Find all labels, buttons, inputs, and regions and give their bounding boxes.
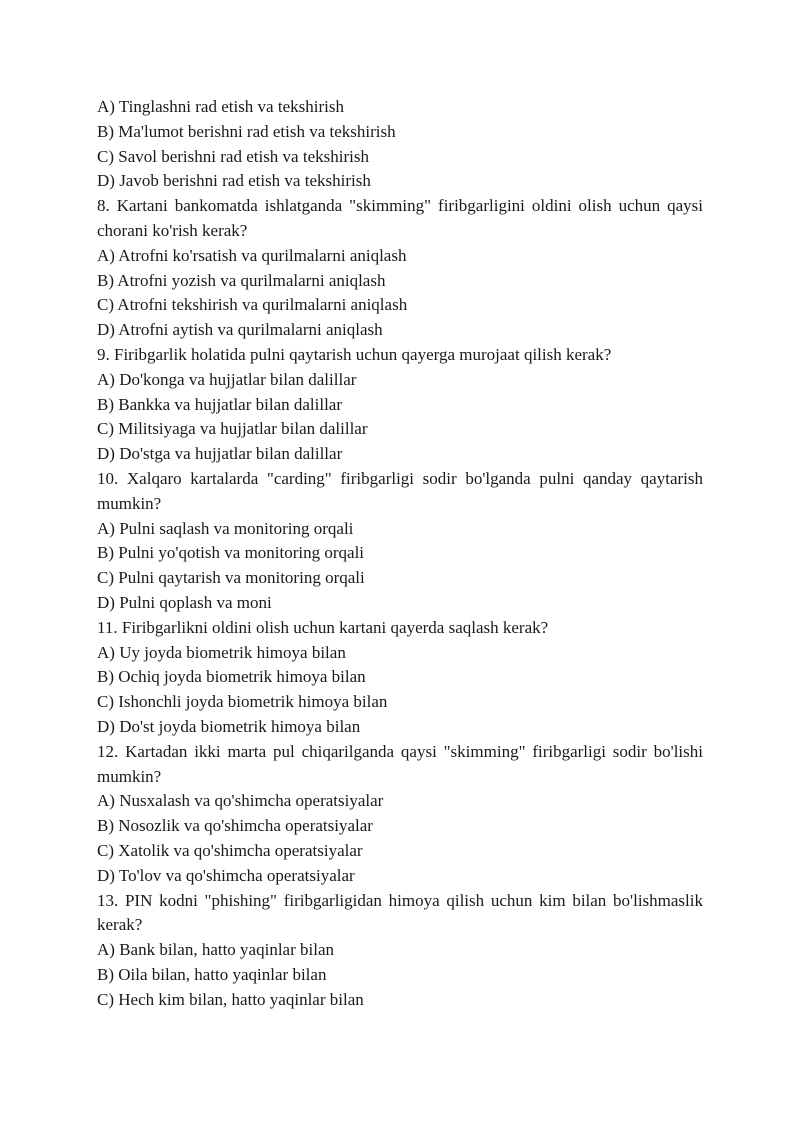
answer-option: D) Pulni qoplash va moni [97,592,272,612]
answer-option: A) Atrofni ko'rsatish va qurilmalarni aniqlash [97,245,407,265]
answer-option: B) Atrofni yozish va qurilmalarni aniqlash [97,270,386,290]
answer-option: D) Atrofni aytish va qurilmalarni aniqlash [97,320,383,340]
answer-option: B) Ochiq joyda biometrik himoya bilan [97,667,366,687]
answer-option: B) Pulni yo'qotish va monitoring orqali [97,543,365,563]
answer-option: D) Do'stga va hujjatlar bilan dalillar [97,444,343,464]
question-text: 13. PIN kodni "phishing" firibgarligidan himoya qilish uchun kim bilan bo'lishmaslik kerak? [97,890,703,935]
question-text: 9. Firibgarlik holatida pulni qaytarish uchun qayerga murojaat qilish kerak? [97,344,612,364]
answer-option: D) To'lov va qo'shimcha operatsiyalar [97,865,355,885]
answer-option: C) Militsiyaga va hujjatlar bilan dalillar [97,419,368,439]
answer-option: A) Uy joyda biometrik himoya bilan [97,642,346,662]
answer-option: C) Xatolik va qo'shimcha operatsiyalar [97,840,363,860]
question-text: 12. Kartadan ikki marta pul chiqarilganda qaysi "skimming" firibgarligi sodir bo'lishi mumkin? [97,741,703,786]
question-text: 8. Kartani bankomatda ishlatganda "skimming" firibgarligini oldini olish uchun qaysi chorani ko'rish kerak? [97,196,703,240]
answer-option: C) Savol berishni rad etish va tekshirish [97,146,369,166]
answer-option: A) Bank bilan, hatto yaqinlar bilan [97,940,334,960]
answer-option: A) Tinglashni rad etish va tekshirish [97,97,344,116]
answer-option: D) Javob berishni rad etish va tekshirish [97,171,371,191]
question-text: 11. Firibgarlikni oldini olish uchun kartani qayerda saqlash kerak? [97,617,549,637]
answer-option: B) Bankka va hujjatlar bilan dalillar [97,394,343,414]
answer-option: A) Do'konga va hujjatlar bilan dalillar [97,369,357,389]
answer-option: C) Ishonchli joyda biometrik himoya bilan [97,692,388,712]
question-text: 10. Xalqaro kartalarda "carding" firibgarligi sodir bo'lganda pulni qanday qaytarish mumkin? [97,468,703,513]
document-page [97,95,703,1012]
answer-option: D) Do'st joyda biometrik himoya bilan [97,716,361,736]
answer-option: C) Pulni qaytarish va monitoring orqali [97,568,365,588]
answer-option: C) Atrofni tekshirish va qurilmalarni aniqlash [97,295,408,315]
answer-option: C) Hech kim bilan, hatto yaqinlar bilan [97,989,364,1009]
answer-option: A) Pulni saqlash va monitoring orqali [97,518,354,538]
answer-option: B) Nosozlik va qo'shimcha operatsiyalar [97,816,373,836]
answer-option: B) Ma'lumot berishni rad etish va tekshirish [97,121,396,141]
answer-option: A) Nusxalash va qo'shimcha operatsiyalar [97,791,384,811]
answer-option: B) Oila bilan, hatto yaqinlar bilan [97,964,327,984]
